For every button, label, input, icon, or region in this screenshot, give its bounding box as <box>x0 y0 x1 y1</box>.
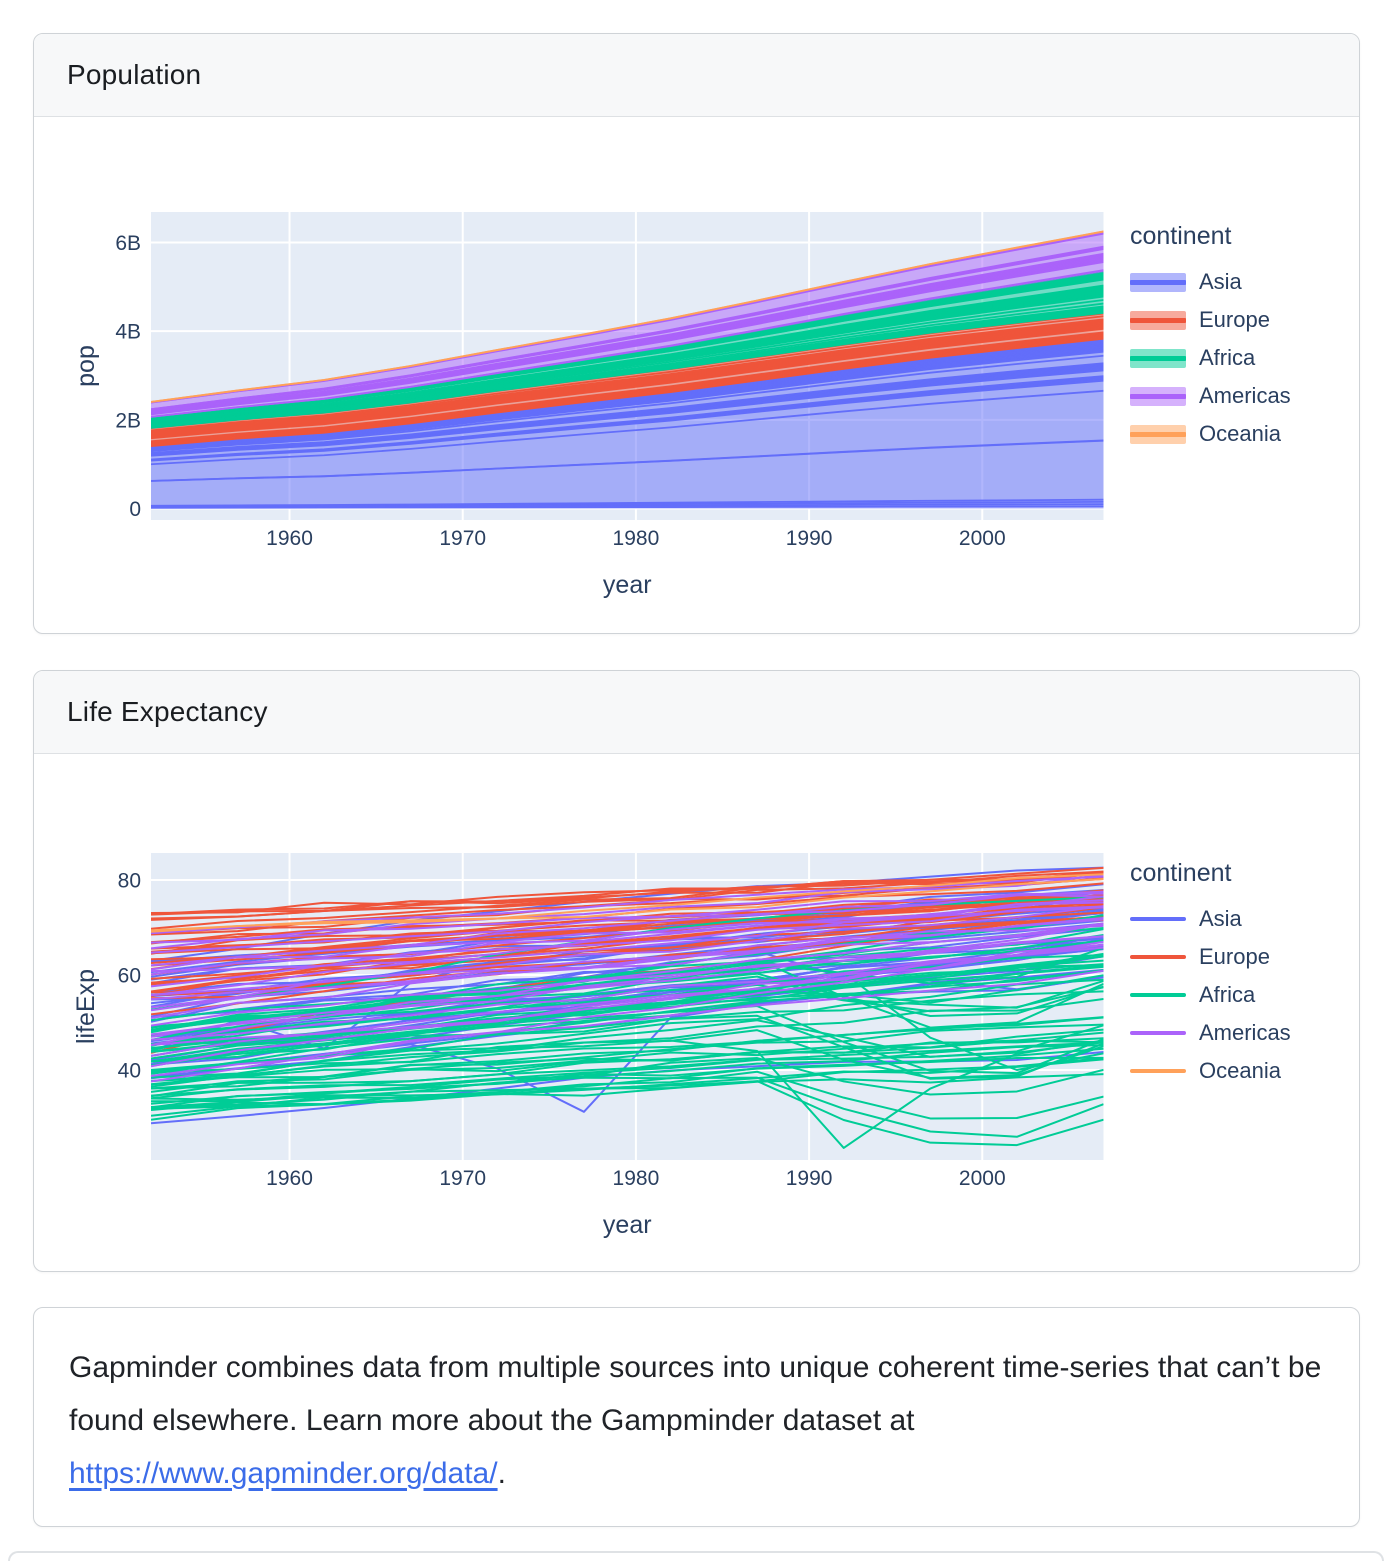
population-card-header <box>34 34 1359 117</box>
legend-item-africa[interactable]: Africa <box>1130 976 1291 1014</box>
population-card-title: Population <box>67 59 202 90</box>
legend-item-americas[interactable]: Americas <box>1130 377 1291 415</box>
svg-text:1980: 1980 <box>612 527 660 550</box>
legend-item-europe[interactable]: Europe <box>1130 301 1291 339</box>
about-card <box>33 1307 1360 1527</box>
svg-text:40: 40 <box>117 1059 141 1083</box>
oceania-line-swatch-icon <box>1130 1069 1186 1073</box>
legend-item-asia[interactable]: Asia <box>1130 263 1291 301</box>
about-text-period: . <box>497 1457 506 1490</box>
legend-title: continent <box>1130 859 1232 887</box>
life-expectancy-card-title: Life Expectancy <box>67 696 268 727</box>
life-expectancy-card-header <box>34 671 1359 754</box>
life-expectancy-card-body <box>34 754 1359 1271</box>
svg-text:6B: 6B <box>115 232 141 256</box>
svg-text:1980: 1980 <box>612 1167 660 1190</box>
legend-item-americas[interactable]: Americas <box>1130 1014 1291 1052</box>
americas-line-swatch-icon <box>1130 1031 1186 1035</box>
population-legend <box>1130 221 1291 453</box>
svg-text:2000: 2000 <box>958 1167 1006 1190</box>
asia-area-swatch-icon <box>1130 273 1186 292</box>
asia-line-swatch-icon <box>1130 917 1186 921</box>
svg-text:2000: 2000 <box>958 527 1006 550</box>
legend-item-oceania[interactable]: Oceania <box>1130 1052 1291 1090</box>
population-card <box>33 33 1360 634</box>
americas-area-swatch-icon <box>1130 387 1186 406</box>
svg-text:lifeExp: lifeExp <box>72 968 100 1045</box>
svg-text:pop: pop <box>72 345 100 387</box>
about-text-body: Gapminder combines data from multiple sources into unique coherent time-series that can’t be found elsewhere. Learn more about the Gampminder dataset at <box>69 1351 1322 1437</box>
svg-text:1960: 1960 <box>266 527 313 550</box>
svg-text:1990: 1990 <box>785 1167 833 1190</box>
svg-text:2B: 2B <box>115 409 141 433</box>
next-card-top-edge <box>8 1551 1384 1561</box>
svg-text:1990: 1990 <box>785 527 833 550</box>
about-text <box>34 1308 1359 1533</box>
svg-text:1970: 1970 <box>439 527 487 550</box>
svg-text:year: year <box>602 571 652 599</box>
africa-line-swatch-icon <box>1130 993 1186 997</box>
svg-text:1970: 1970 <box>439 1167 487 1190</box>
population-card-body <box>34 117 1359 633</box>
legend-item-africa[interactable]: Africa <box>1130 339 1291 377</box>
legend-item-europe[interactable]: Europe <box>1130 938 1291 976</box>
gapminder-data-link[interactable]: https://www.gapminder.org/data/ <box>69 1457 498 1490</box>
legend-title: continent <box>1130 222 1232 250</box>
europe-area-swatch-icon <box>1130 311 1186 330</box>
svg-text:4B: 4B <box>115 320 141 344</box>
svg-text:0: 0 <box>129 498 141 521</box>
life-expectancy-card <box>33 670 1360 1272</box>
oceania-area-swatch-icon <box>1130 425 1186 444</box>
africa-area-swatch-icon <box>1130 349 1186 368</box>
life-expectancy-legend <box>1130 858 1291 1090</box>
europe-line-swatch-icon <box>1130 955 1186 959</box>
svg-text:1960: 1960 <box>266 1167 313 1190</box>
svg-text:80: 80 <box>117 869 141 893</box>
legend-item-oceania[interactable]: Oceania <box>1130 415 1291 453</box>
svg-text:60: 60 <box>117 964 141 988</box>
svg-text:year: year <box>602 1211 652 1239</box>
legend-item-asia[interactable]: Asia <box>1130 900 1291 938</box>
